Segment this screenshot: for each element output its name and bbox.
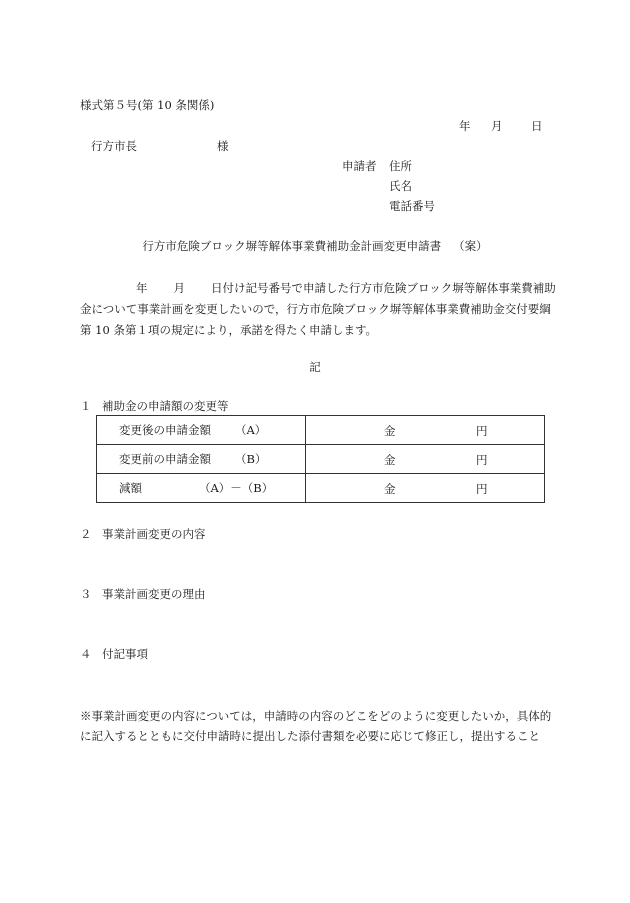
- section-title: 付記事項: [102, 647, 148, 661]
- amount-value-cell[interactable]: [306, 474, 545, 503]
- body-month: 月: [173, 281, 185, 295]
- section-title: 補助金の申請額の変更等: [102, 399, 229, 413]
- table-row: [97, 474, 545, 503]
- date-year: 年: [459, 119, 471, 133]
- document-title: [0, 238, 630, 254]
- kin-label: 金: [384, 424, 396, 438]
- amount-value-cell[interactable]: [306, 416, 545, 445]
- section-4-heading: [80, 646, 148, 662]
- request-body: [80, 278, 560, 341]
- addressee: [91, 138, 229, 154]
- body-year: 年: [136, 281, 148, 295]
- amount-value-cell[interactable]: [306, 445, 545, 474]
- table-row: [97, 416, 545, 445]
- applicant-address-label: 住所: [389, 159, 412, 173]
- form-number: 様式第５号(第 10 条関係): [80, 98, 215, 112]
- section-title: 事業計画変更の内容: [102, 527, 206, 541]
- draft-mark: （案）: [453, 239, 488, 253]
- section-number: ４: [80, 647, 92, 661]
- amount-label: 変更前の申請金額: [119, 452, 211, 466]
- amount-label-cell: [97, 416, 306, 445]
- amount-label: 変更後の申請金額: [119, 423, 211, 437]
- section-title: 事業計画変更の理由: [102, 587, 206, 601]
- section-2-heading: [80, 526, 206, 542]
- section-3-heading: [80, 586, 206, 602]
- title-text: 行方市危険ブロック塀等解体事業費補助金計画変更申請書: [142, 239, 442, 253]
- table-row: [97, 445, 545, 474]
- amount-tag: （B）: [235, 452, 267, 466]
- date-day: 日: [531, 119, 543, 133]
- section-number: ２: [80, 527, 92, 541]
- amount-label: 減額: [119, 481, 142, 495]
- date-month: 月: [491, 119, 503, 133]
- amount-table: [96, 415, 545, 503]
- amount-label-cell: [97, 445, 306, 474]
- footnote: ※事業計画変更の内容については，申請時の内容のどこをどのように変更したいか，具体的に記入するとともに交付申請時に提出した添付書類を必要に応じて修正し，提出すること: [80, 709, 552, 743]
- amount-tag: （A）－（B）: [199, 481, 274, 495]
- applicant-label: 申請者: [342, 159, 377, 173]
- section-number: ３: [80, 587, 92, 601]
- applicant-phone-label: 電話番号: [389, 199, 435, 213]
- yen-label: 円: [476, 453, 488, 467]
- yen-label: 円: [476, 482, 488, 496]
- section-number: １: [80, 399, 92, 413]
- addressee-suffix: 様: [217, 139, 229, 153]
- kin-label: 金: [384, 453, 396, 467]
- addressee-name: 行方市長: [91, 139, 137, 153]
- section-1-heading: [80, 398, 229, 414]
- ki-heading: 記: [309, 360, 321, 374]
- amount-label-cell: [97, 474, 306, 503]
- amount-tag: （A）: [235, 423, 267, 437]
- applicant-name-label: 氏名: [389, 179, 412, 193]
- body-text: 日付け記号番号で申請した行方市危険ブロック塀等解体事業費補助金について事業計画を変更したいので，行方市危険ブロック塀等解体事業費補助金交付要綱第 10 条第１項の規定により，承諾を得たく申請します。: [80, 281, 556, 337]
- date-line: [459, 118, 543, 134]
- yen-label: 円: [476, 424, 488, 438]
- kin-label: 金: [384, 482, 396, 496]
